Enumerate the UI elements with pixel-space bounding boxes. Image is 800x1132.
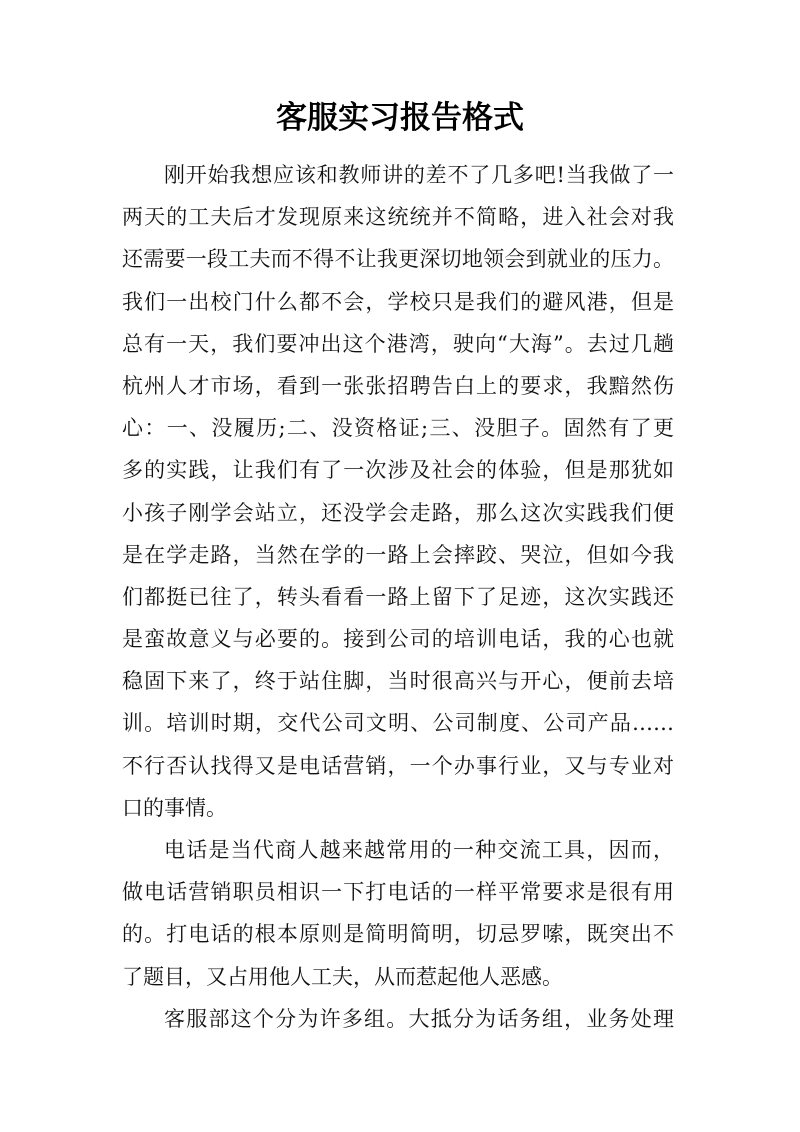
paragraph-2-line-1: 电话是当代商人越来越常用的一种交流工具，因而， — [164, 838, 674, 862]
paragraph-1-line-4: 我们一出校门什么都不会，学校只是我们的避风港，但是 — [122, 289, 674, 314]
paragraph-1-line-13: 稳固下来了，终于站住脚，当时很高兴与开心，便前去培 — [122, 669, 674, 694]
paragraph-1-line-12: 是蛮故意义与必要的。接到公司的培训电话，我的心也就 — [122, 627, 674, 652]
paragraph-1-line-9: 小孩子刚学会站立，还没学会走路，那么这次实践我们便 — [122, 500, 674, 525]
paragraph-3-line-1: 客服部这个分为许多组。大抵分为话务组，业务处理 — [164, 1006, 674, 1031]
paragraph-1-line-14: 训。培训时期，交代公司文明、公司制度、公司产品…… — [122, 711, 674, 736]
paragraph-1-line-8: 多的实践，让我们有了一次涉及社会的体验，但是那犹如 — [122, 458, 674, 483]
paragraph-2-line-2: 做电话营销职员相识一下打电话的一样平常要求是很有用 — [122, 880, 674, 905]
paragraph-1-line-5: 总有一天，我们要冲出这个港湾，驶向“大海”。去过几趟 — [122, 331, 674, 356]
paragraph-1-line-16: 口的事情。 — [122, 795, 227, 820]
paragraph-2-line-4: 了题目，又占用他人工夫，从而惹起他人恶感。 — [122, 964, 563, 989]
paragraph-1-line-10: 是在学走路，当然在学的一路上会摔跤、哭泣，但如今我 — [122, 542, 674, 567]
paragraph-1-line-6: 杭州人才市场，看到一张张招聘告白上的要求，我黯然伤 — [122, 373, 674, 398]
document-title: 客服实习报告格式 — [276, 100, 524, 136]
paragraph-1-line-15: 不行否认找得又是电话营销，一个办事行业，又与专业对 — [122, 753, 674, 778]
paragraph-1-line-3: 还需要一段工夫而不得不让我更深切地领会到就业的压力。 — [122, 247, 674, 272]
paragraph-1-line-11: 们都挺已往了，转头看看一路上留下了足迹，这次实践还 — [122, 584, 674, 609]
paragraph-1-line-7: 心：一、没履历;二、没资格证;三、没胆子。固然有了更 — [122, 416, 674, 441]
paragraph-1-line-1: 刚开始我想应该和教师讲的差不了几多吧!当我做了一 — [164, 163, 674, 187]
document-body — [122, 154, 674, 1040]
paragraph-2-line-3: 的。打电话的根本原则是简明简明，切忌罗嗦，既突出不 — [122, 922, 674, 947]
paragraph-1-line-2: 两天的工夫后才发现原来这统统并不简略，进入社会对我 — [122, 205, 674, 230]
